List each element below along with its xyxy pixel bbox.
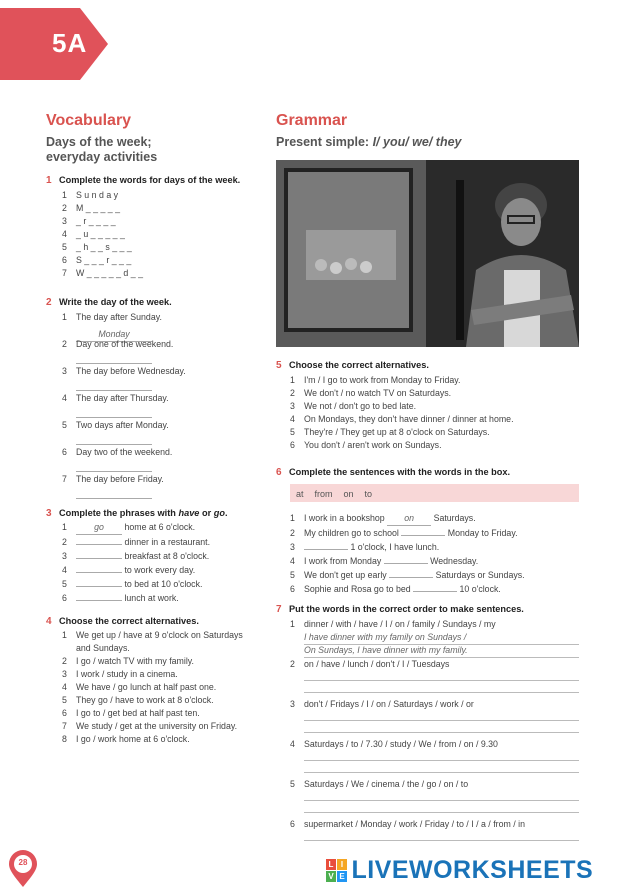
ex3-item: 2 dinner in a restaurant. bbox=[62, 537, 211, 547]
ex1-heading: 1 Complete the words for days of the week. bbox=[46, 175, 241, 186]
ex1-item[interactable]: 3 _ r _ _ _ _ bbox=[62, 216, 116, 226]
ex2-answer[interactable] bbox=[76, 405, 152, 418]
word-box-item: on bbox=[343, 489, 354, 499]
ex6-list bbox=[290, 511, 525, 596]
ex1-item[interactable]: 2 M _ _ _ _ _ bbox=[62, 203, 121, 213]
word-box-item: to bbox=[364, 489, 373, 499]
ex5-item[interactable]: 6 You don't / aren't work on Sundays. bbox=[290, 440, 442, 450]
ex5-item[interactable]: 3 We not / don't go to bed late. bbox=[290, 401, 417, 411]
ex6-answer[interactable] bbox=[401, 526, 445, 536]
vocabulary-title: Vocabulary bbox=[46, 112, 132, 129]
ex5-item[interactable]: 2 We don't / no watch TV on Saturdays. bbox=[290, 388, 452, 398]
ex7-answer[interactable]: On Sundays, I have dinner with my family. bbox=[304, 644, 579, 658]
ex1-item[interactable]: 5 _ h _ _ s _ _ _ bbox=[62, 242, 132, 252]
ex7-heading: 7 Put the words in the correct order to make sentences. bbox=[276, 604, 524, 615]
ex7-item: 6 supermarket / Monday / work / Friday / to / I / a / from / in bbox=[290, 819, 525, 829]
ex1-item[interactable]: 6 S _ _ _ r _ _ _ bbox=[62, 255, 132, 265]
ex2-answer[interactable] bbox=[76, 351, 152, 364]
ex7-item: 5 Saturdays / We / cinema / the / go / on / to bbox=[290, 779, 469, 789]
ex1-item[interactable]: 4 _ u _ _ _ _ _ bbox=[62, 229, 125, 239]
ex3-answer[interactable] bbox=[76, 549, 122, 559]
ex4-item[interactable]: 8 I go / work home at 6 o'clock. bbox=[62, 734, 190, 744]
ex2-answer[interactable] bbox=[76, 486, 152, 499]
ex7-answer-line[interactable] bbox=[304, 680, 579, 681]
grammar-title: Grammar bbox=[276, 112, 348, 129]
ex2-item: 1 The day after Sunday. Monday bbox=[62, 311, 186, 338]
ex7-item: 1 dinner / with / have / I / on / family / Sundays / my bbox=[290, 619, 496, 629]
ex6-item: 6 Sophie and Rosa go to bed 10 o'clock. bbox=[290, 584, 501, 594]
ex5-item[interactable]: 1 I'm / I go to work from Monday to Friday. bbox=[290, 375, 461, 385]
ex3-item: 5 to bed at 10 o'clock. bbox=[62, 579, 203, 589]
ex3-item: 3 breakfast at 8 o'clock. bbox=[62, 551, 210, 561]
ex4-item[interactable]: 2 I go / watch TV with my family. bbox=[62, 656, 194, 666]
ex2-heading: 2 Write the day of the week. bbox=[46, 297, 172, 308]
cafe-photo bbox=[276, 160, 579, 347]
ex6-heading: 6 Complete the sentences with the words in the box. bbox=[276, 467, 511, 478]
ex3-heading: 3 Complete the phrases with have or go. bbox=[46, 508, 228, 519]
ex4-item[interactable]: 3 I work / study in a cinema. bbox=[62, 669, 178, 679]
ex4-heading: 4 Choose the correct alternatives. bbox=[46, 616, 199, 627]
ex2-item: 5 Two days after Monday. bbox=[62, 419, 186, 446]
ex2-item: 6 Day two of the weekend. bbox=[62, 446, 186, 473]
logo-text: LIVEWORKSHEETS bbox=[351, 856, 594, 884]
ex3-item: 6 lunch at work. bbox=[62, 593, 179, 603]
ex2-answer[interactable] bbox=[76, 432, 152, 445]
logo-mark: L I V E bbox=[326, 859, 347, 882]
ex6-item: 5 We don't get up early Saturdays or Sundays. bbox=[290, 570, 525, 580]
page-badge bbox=[8, 850, 38, 888]
ex7-item: 3 don't / Fridays / I / on / Saturdays / work / or bbox=[290, 699, 474, 709]
ex6-item: 3 1 o'clock, I have lunch. bbox=[290, 542, 440, 552]
ex6-item: 1 I work in a bookshop on Saturdays. bbox=[290, 511, 525, 526]
word-box-item: from bbox=[314, 489, 333, 499]
ex4-list bbox=[62, 629, 243, 746]
ex2-list bbox=[62, 311, 186, 500]
ex4-item[interactable]: 5 They go / have to work at 8 o'clock. bbox=[62, 695, 214, 705]
ex6-answer[interactable] bbox=[413, 582, 457, 592]
ex2-answer[interactable] bbox=[76, 459, 152, 472]
ex3-answer[interactable]: go bbox=[76, 521, 122, 535]
ex7-answer-line[interactable] bbox=[304, 772, 579, 773]
ex7-answer-line[interactable] bbox=[304, 720, 579, 721]
ex5-heading: 5 Choose the correct alternatives. bbox=[276, 360, 429, 371]
ex3-answer[interactable] bbox=[76, 591, 122, 601]
ex3-list bbox=[62, 521, 210, 605]
ex6-item: 4 I work from Monday Wednesday. bbox=[290, 556, 479, 566]
ex7-answer-line[interactable] bbox=[304, 760, 579, 761]
ex5-list bbox=[290, 374, 514, 452]
ex7-answer-line[interactable] bbox=[304, 812, 579, 813]
ex6-answer[interactable] bbox=[304, 540, 348, 550]
ex7-item: 2 on / have / lunch / don't / I / Tuesdays bbox=[290, 659, 450, 669]
ex2-item: 2 Day one of the weekend. bbox=[62, 338, 186, 365]
ex4-item[interactable]: 1 We get up / have at 9 o'clock on Saturdays bbox=[62, 630, 243, 640]
word-box bbox=[290, 484, 579, 502]
ex3-answer[interactable] bbox=[76, 577, 122, 587]
ex7-answer-line[interactable] bbox=[304, 692, 579, 693]
ex3-answer[interactable] bbox=[76, 563, 122, 573]
ex2-item: 4 The day after Thursday. bbox=[62, 392, 186, 419]
ex5-item[interactable]: 4 On Mondays, they don't have dinner / dinner at home. bbox=[290, 414, 514, 424]
ex7-answer[interactable]: I have dinner with my family on Sundays / bbox=[304, 631, 579, 645]
ex2-answer[interactable] bbox=[76, 378, 152, 391]
ex7-answer-line[interactable] bbox=[304, 840, 579, 841]
ex5-item[interactable]: 5 They're / They get up at 8 o'clock on Saturdays. bbox=[290, 427, 490, 437]
ex7-answer-line[interactable] bbox=[304, 800, 579, 801]
vocabulary-subtitle: Days of the week; everyday activities bbox=[46, 135, 158, 164]
word-box-item: at bbox=[296, 489, 304, 499]
ex6-answer[interactable] bbox=[389, 568, 433, 578]
ex4-item[interactable]: 6 I go to / get bed at half past ten. bbox=[62, 708, 200, 718]
liveworksheets-logo bbox=[326, 856, 593, 885]
ex4-item[interactable]: 7 We study / get at the university on Friday. bbox=[62, 721, 238, 731]
grammar-subtitle: Present simple: I/ you/ we/ they bbox=[276, 135, 462, 149]
ex4-item[interactable]: 4 We have / go lunch at half past one. bbox=[62, 682, 217, 692]
ex3-answer[interactable] bbox=[76, 535, 122, 545]
ex3-item: 1 go home at 6 o'clock. bbox=[62, 521, 210, 535]
ex4-item: and Sundays. bbox=[76, 643, 130, 653]
ex6-answer[interactable] bbox=[384, 554, 428, 564]
ex6-item: 2 My children go to school Monday to Friday. bbox=[290, 528, 518, 538]
unit-label: 5A bbox=[52, 28, 88, 58]
ex2-item: 3 The day before Wednesday. bbox=[62, 365, 186, 392]
ex1-item[interactable]: 1 S u n d a y bbox=[62, 190, 119, 200]
page-number: 28 bbox=[18, 858, 28, 867]
ex3-item: 4 to work every day. bbox=[62, 565, 196, 575]
ex2-item: 7 The day before Friday. bbox=[62, 473, 186, 500]
ex2-answer[interactable]: Monday bbox=[76, 328, 152, 342]
ex1-item[interactable]: 7 W _ _ _ _ _ d _ _ bbox=[62, 268, 143, 278]
ex6-answer[interactable]: on bbox=[387, 511, 431, 526]
ex1-list bbox=[62, 189, 143, 280]
ex7-item: 4 Saturdays / to / 7.30 / study / We / from / on / 9.30 bbox=[290, 739, 498, 749]
ex7-answer-line[interactable] bbox=[304, 732, 579, 733]
